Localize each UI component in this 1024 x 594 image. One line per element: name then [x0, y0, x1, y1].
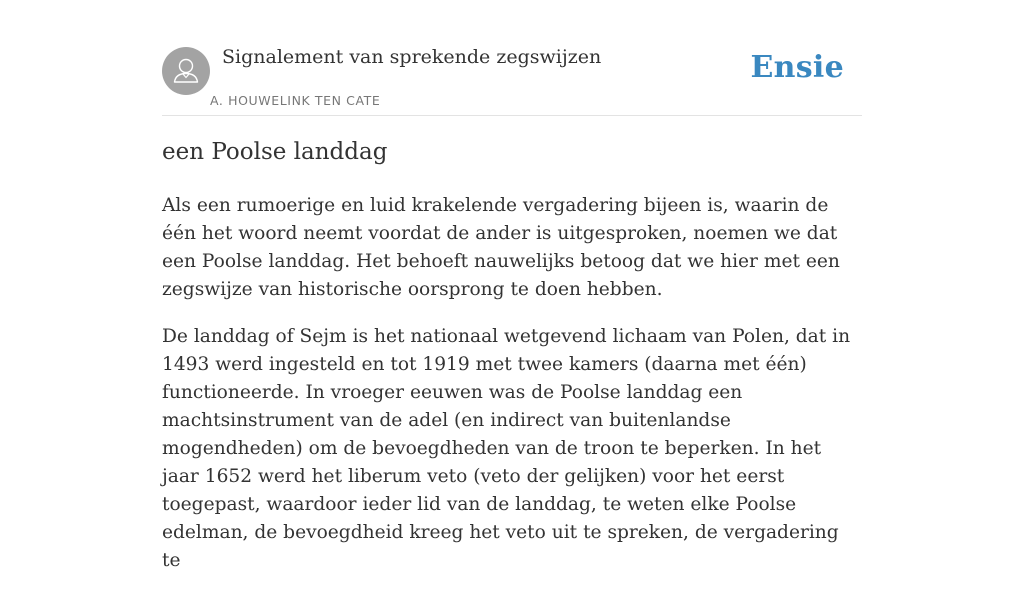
paragraph: De landdag of Sejm is het nationaal wetgevend lichaam van Polen, dat in 1493 werd ingesteld en tot 1919 met twee kamers (daarna met één) functioneerde. In vroeger eeuwen was de Poolse landdag een machtsinstrument van de adel (en indirect van buitenlandse mogendheden) om de bevoegdheden van de troon te beperken. In het jaar 1652 werd het liberum veto (veto der gelijken) voor het eerst toegepast, waardoor ieder lid van de landdag, te weten elke Poolse edelman, de bevoegdheid kreeg het veto uit te spreken, de vergadering te	[162, 326, 851, 571]
entry-title: een Poolse landdag	[162, 139, 388, 165]
user-avatar-icon[interactable]	[162, 47, 210, 95]
paragraph: Als een rumoerige en luid krakelende vergadering bijeen is, waarin de één het woord neemt voordat de ander is uitgesproken, noemen we dat een Poolse landdag. Het behoeft nauwelijks betoog dat we hier met een zegswijze van historische oorsprong te doen hebben.	[162, 195, 840, 300]
source-title[interactable]: Signalement van sprekende zegswijzen	[222, 46, 602, 68]
source-header	[162, 0, 862, 116]
author-name[interactable]: A. HOUWELINK TEN CATE	[210, 93, 381, 108]
ensie-logo[interactable]: Ensie	[750, 50, 844, 85]
entry-body	[162, 192, 862, 594]
page	[162, 0, 862, 571]
